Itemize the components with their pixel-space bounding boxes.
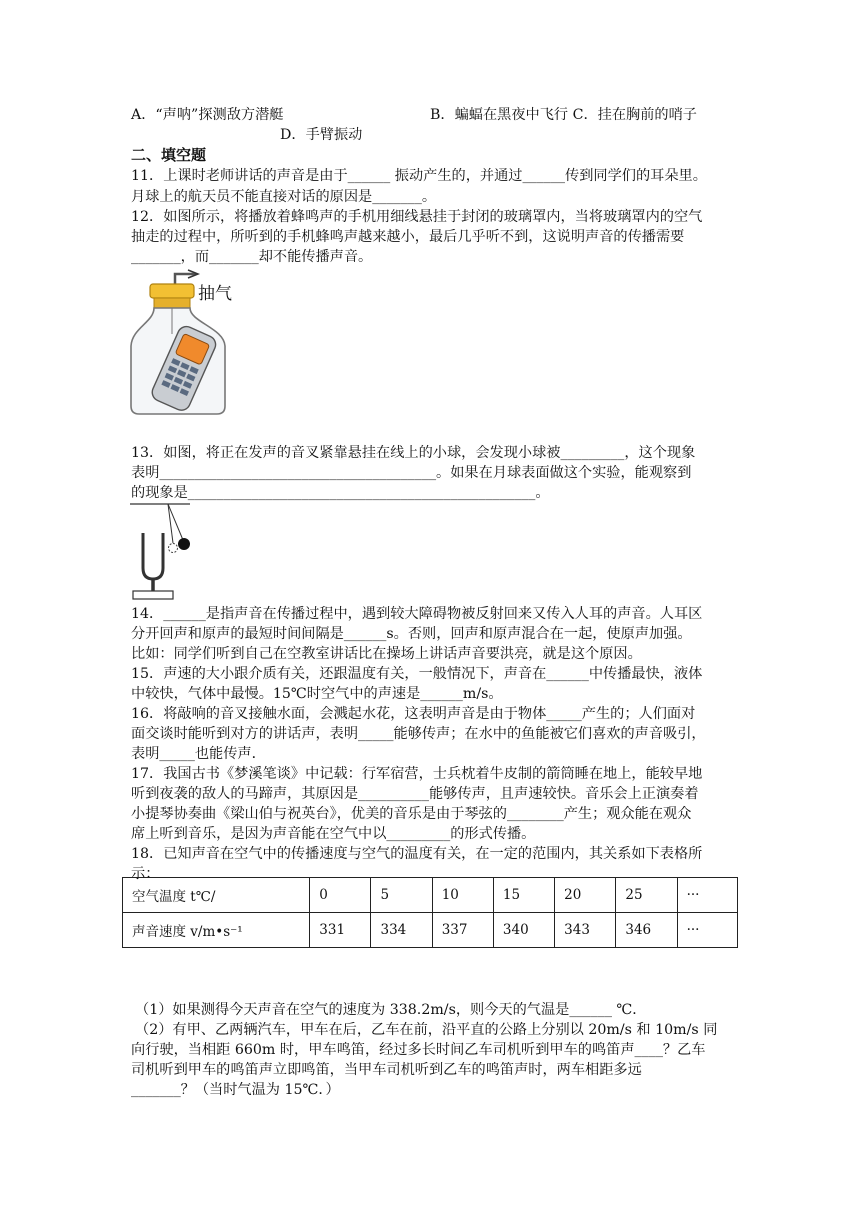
- table-header-speed: 声音速度 v/m•s⁻¹: [123, 913, 310, 948]
- table-cell: ···: [677, 878, 737, 913]
- q12-line-1: 12．如图所示，将播放着蜂鸣声的手机用细线悬挂于封闭的玻璃罩内，当将玻璃罩内的空气: [131, 209, 703, 225]
- q14-line-3: 比如：同学们听到自己在空教室讲话比在操场上讲话声音要洪亮，就是这个原因。: [131, 646, 642, 662]
- q11-line-2: 月球上的航天员不能直接对话的原因是_______。: [131, 189, 437, 205]
- option-d: D．手臂振动: [280, 127, 363, 143]
- q14-line-2: 分开回声和原声的最短时间间隔是______s。否则，回声和原声混合在一起，使原声加强。: [131, 626, 692, 642]
- table-cell: 15: [493, 878, 554, 913]
- q11-line-1: 11．上课时老师讲话的声音是由于______ 振动产生的，并通过______传到同学们的耳朵里。: [131, 168, 707, 184]
- table-cell: 0: [310, 878, 371, 913]
- q13-line-3: 的现象是_________________________________________________。: [131, 485, 550, 501]
- table-cell: 331: [310, 913, 371, 948]
- q18-part-2-line-2: 向行驶，当相距 660m 时，甲车鸣笛，经过多长时间乙车司机听到甲车的鸣笛声____？乙车: [131, 1042, 706, 1058]
- option-a: A．“声呐”探测敌方潜艇: [131, 107, 284, 123]
- q18-part-1: （1）如果测得今天声音在空气的速度为 338.2m/s，则今天的气温是______ ℃．: [135, 1002, 647, 1018]
- q18-part-2-line-3: 司机听到甲车的鸣笛声立即鸣笛，当甲车司机听到乙车的鸣笛声时，两车相距多远: [131, 1062, 642, 1078]
- option-b-c: B．蝙蝠在黑夜中飞行 C．挂在胸前的哨子: [430, 107, 697, 123]
- table-row-temperature: [123, 878, 738, 913]
- table-cell: 343: [555, 913, 616, 948]
- q16-line-2: 面交谈时能听到对方的讲话声，表明_____能够传声；在水中的鱼能被它们喜欢的声音吸引，: [131, 726, 706, 742]
- q18-line-2: 示：: [131, 866, 160, 882]
- q17-line-2: 听到夜袭的敌人的马蹄声，其原因是__________能够传声，且声速较快。音乐会上正演奏着: [131, 786, 699, 802]
- table-cell: 346: [616, 913, 677, 948]
- q17-line-1: 17．我国古书《梦溪笔谈》中记载：行军宿营，士兵枕着牛皮制的箭筒睡在地上，能较早地: [131, 766, 703, 782]
- q12-line-2: 抽走的过程中，所听到的手机蜂鸣声越来越小，最后几乎听不到，这说明声音的传播需要: [131, 229, 685, 245]
- q12-line-3: _______，而_______却不能传播声音。: [131, 249, 373, 265]
- tuning-fork-figure: [128, 503, 198, 603]
- table-header-temperature: 空气温度 t℃/: [123, 878, 310, 913]
- table-cell: 340: [493, 913, 554, 948]
- temperature-speed-table: [122, 877, 738, 948]
- q17-line-3: 小提琴协奏曲《梁山伯与祝英台》，优美的音乐是由于琴弦的________产生；观众能在观众: [131, 806, 692, 822]
- table-cell: 20: [555, 878, 616, 913]
- table-cell: 25: [616, 878, 677, 913]
- table-cell: 5: [371, 878, 432, 913]
- suction-label: 抽气: [198, 284, 232, 304]
- q13-line-2: 表明_______________________________________。如果在月球表面做这个实验，能观察到: [131, 465, 692, 481]
- table-cell: 337: [432, 913, 493, 948]
- q18-part-2-line-4: _______？（当时气温为 15℃．）: [131, 1082, 340, 1098]
- q18-part-2-line-1: （2）有甲、乙两辆汽车，甲车在后，乙车在前，沿平直的公路上分别以 20m/s 和 10m/s 同: [135, 1022, 718, 1038]
- table-cell: 10: [432, 878, 493, 913]
- q18-line-1: 18．已知声音在空气中的传播速度与空气的温度有关，在一定的范围内，其关系如下表格所: [131, 846, 703, 862]
- q16-line-3: 表明_____也能传声．: [131, 746, 266, 762]
- section-title: 二、填空题: [131, 146, 207, 164]
- q15-line-1: 15．声速的大小跟介质有关，还跟温度有关，一般情况下，声音在______中传播最快，液体: [131, 666, 703, 682]
- q16-line-1: 16．将敲响的音叉接触水面，会溅起水花，这表明声音是由于物体_____产生的；人们面对: [131, 706, 696, 722]
- q17-line-4: 席上听到音乐，是因为声音能在空气中以_________的形式传播。: [131, 826, 536, 842]
- q15-line-2: 中较快，气体中最慢。15℃时空气中的声速是______m/s。: [131, 686, 503, 702]
- table-cell: ···: [677, 913, 737, 948]
- table-row-speed: [123, 913, 738, 948]
- table-cell: 334: [371, 913, 432, 948]
- q14-line-1: 14．______是指声音在传播过程中，遇到较大障碍物被反射回来又传入人耳的声音。人耳区: [131, 606, 703, 622]
- q13-line-1: 13．如图，将正在发声的音叉紧靠悬挂在线上的小球，会发现小球被_________，这个现象: [131, 445, 696, 461]
